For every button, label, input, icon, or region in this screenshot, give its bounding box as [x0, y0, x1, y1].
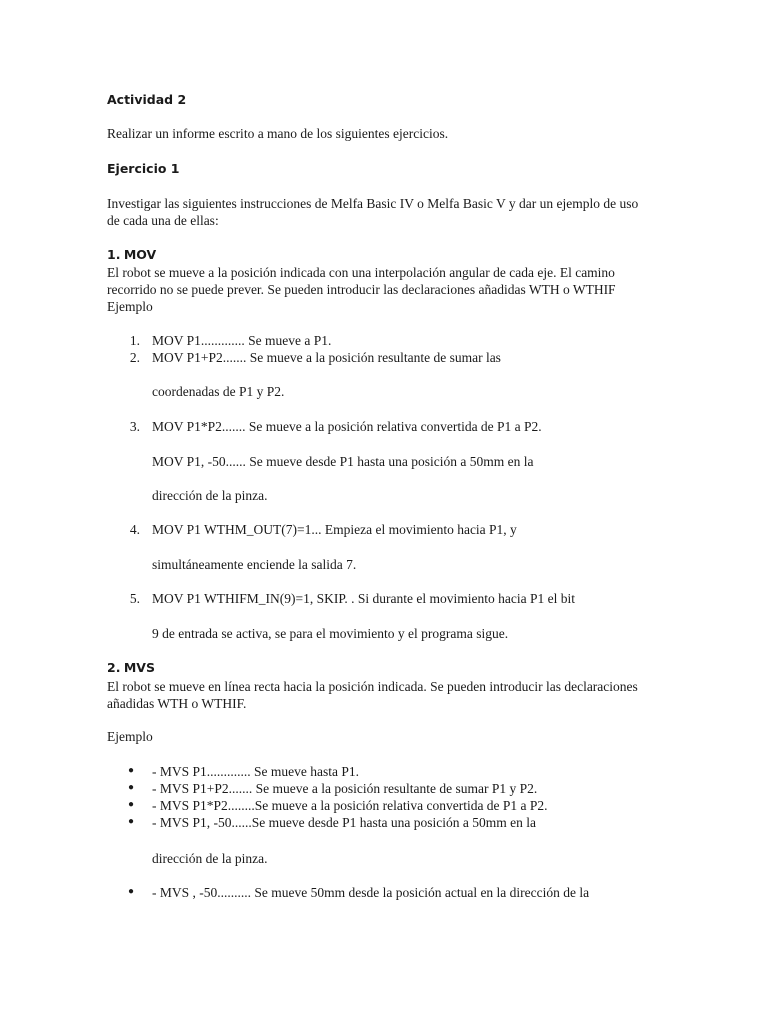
- mov-desc-line-2: recorrido no se puede prever. Se pueden introducir las declaraciones añadidas WTH o WTHIF: [107, 282, 616, 297]
- list-item: MOV P1 WTHM_OUT(7)=1... Empieza el movimiento hacia P1, y: [152, 522, 517, 537]
- bullet-icon: ●: [128, 765, 135, 776]
- section-title: MVS: [123, 660, 155, 675]
- list-item: - MVS P1*P2........Se mueve a la posición relativa convertida de P1 a P2.: [152, 798, 548, 813]
- mvs-desc-line-1: El robot se mueve en línea recta hacia la posición indicada. Se pueden introducir las declaraciones: [107, 679, 638, 694]
- list-item-continuation: 9 de entrada se activa, se para el movimiento y el programa sigue.: [152, 626, 509, 641]
- section-number: 2.: [107, 660, 121, 675]
- section-heading-mvs: [107, 660, 155, 676]
- exercise-desc-line-2: de cada una de ellas:: [107, 213, 219, 228]
- list-item: MOV P1 WTHIFM_IN(9)=1, SKIP. . Si durante el movimiento hacia P1 el bit: [152, 591, 575, 606]
- list-item-number: 3.: [129, 419, 140, 434]
- list-item-continuation: dirección de la pinza.: [152, 488, 268, 503]
- list-item: - MVS P1............. Se mueve hasta P1.: [152, 764, 359, 779]
- list-item-number: 5.: [129, 591, 140, 606]
- mvs-example-label: Ejemplo: [107, 729, 153, 744]
- section-heading-mov: [107, 247, 156, 263]
- exercise-desc-line-1: Investigar las siguientes instrucciones de Melfa Basic IV o Melfa Basic V y dar un ejemplo de uso: [107, 196, 639, 211]
- mvs-desc-line-2: añadidas WTH o WTHIF.: [107, 696, 247, 711]
- list-item-number: 1.: [129, 333, 140, 348]
- list-item-continuation: MOV P1, -50...... Se mueve desde P1 hasta una posición a 50mm en la: [152, 454, 534, 469]
- list-item: - MVS , -50.......... Se mueve 50mm desde la posición actual en la dirección de la: [152, 885, 590, 900]
- list-item-continuation: simultáneamente enciende la salida 7.: [152, 557, 357, 572]
- list-item: MOV P1*P2....... Se mueve a la posición relativa convertida de P1 a P2.: [152, 419, 542, 434]
- bullet-icon: ●: [128, 886, 135, 897]
- bullet-icon: ●: [128, 782, 135, 793]
- bullet-icon: ●: [128, 799, 135, 810]
- intro-text: Realizar un informe escrito a mano de los siguientes ejercicios.: [107, 126, 449, 141]
- mov-desc-line-1: El robot se mueve a la posición indicada con una interpolación angular de cada eje. El camino: [107, 265, 615, 280]
- list-item: MOV P1+P2....... Se mueve a la posición resultante de sumar las: [152, 350, 501, 365]
- exercise-title: Ejercicio 1: [107, 161, 180, 176]
- activity-title: Actividad 2: [107, 92, 187, 107]
- list-item: - MVS P1, -50......Se mueve desde P1 hasta una posición a 50mm en la: [152, 815, 536, 830]
- list-item: - MVS P1+P2....... Se mueve a la posición resultante de sumar P1 y P2.: [152, 781, 538, 796]
- mov-example-label: Ejemplo: [107, 299, 153, 314]
- section-title: MOV: [123, 247, 157, 262]
- list-item: MOV P1............. Se mueve a P1.: [152, 333, 332, 348]
- list-item-continuation: dirección de la pinza.: [152, 851, 268, 866]
- list-item-continuation: coordenadas de P1 y P2.: [152, 384, 285, 399]
- list-item-number: 4.: [129, 522, 140, 537]
- section-number: 1.: [107, 247, 121, 262]
- bullet-icon: ●: [128, 816, 135, 827]
- list-item-number: 2.: [129, 350, 140, 365]
